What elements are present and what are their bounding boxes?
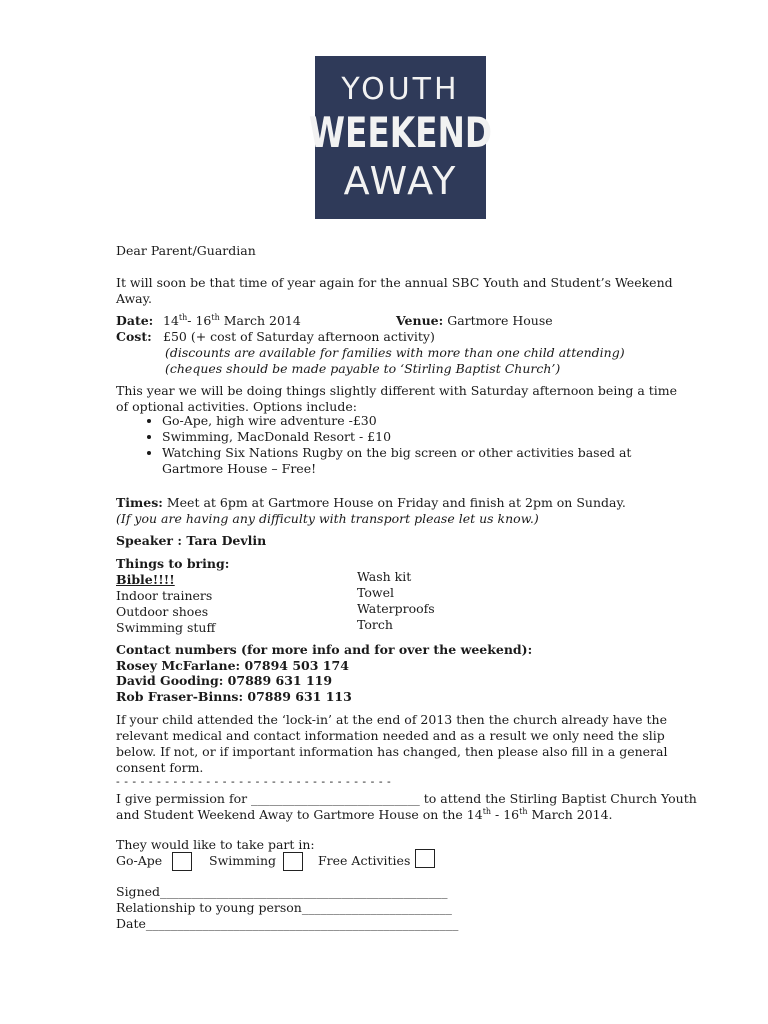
- cost-note-discounts: (discounts are available for families with more than one child attending): [165, 345, 625, 360]
- contact-heading: Contact numbers (for more info and for over the weekend):: [116, 642, 533, 657]
- bring-heading: Things to bring:: [116, 556, 230, 571]
- contact-rosey: Rosey McFarlane: 07894 503 174: [116, 658, 349, 673]
- contact-rob: Rob Fraser-Binns: 07889 631 113: [116, 689, 352, 704]
- date-value: 14th- 16th March 2014: [163, 312, 301, 328]
- contact-david: David Gooding: 07889 631 119: [116, 673, 333, 688]
- bring-item-waterproofs: Waterproofs: [357, 601, 435, 616]
- option-go-ape: • Go-Ape, high wire adventure -£30: [162, 413, 662, 429]
- lockin-line-2: relevant medical and contact information needed and as a result we only need the slip: [116, 728, 665, 743]
- venue-value: Gartmore House: [443, 313, 553, 328]
- relationship-field[interactable]: Relationship to young person________________________: [116, 900, 452, 915]
- bring-item-towel: Towel: [357, 585, 394, 600]
- venue: [396, 313, 553, 329]
- choice-swimming-label: Swimming: [209, 853, 277, 868]
- venue-label: Venue:: [396, 313, 444, 328]
- times-label: Times:: [116, 495, 163, 510]
- times-value: Meet at 6pm at Gartmore House on Friday and finish at 2pm on Sunday.: [162, 495, 626, 510]
- cut-line: - - - - - - - - - - - - - - - - - - - - - - - - - - - - - - - - - -: [116, 775, 392, 788]
- choice-free-activities-label: Free Activities: [318, 853, 411, 868]
- cost-note-cheques: (cheques should be made payable to ‘Stirling Baptist Church’): [165, 361, 561, 376]
- signed-field[interactable]: Signed______________________________________________: [116, 884, 448, 899]
- options-intro-line-2: of optional activities. Options include:: [116, 399, 357, 414]
- cost-label: Cost:: [116, 329, 152, 344]
- lockin-line-1: If your child attended the ‘lock-in’ at the end of 2013 then the church already have the: [116, 712, 667, 727]
- speaker: Speaker : Tara Devlin: [116, 533, 267, 548]
- bring-item-torch: Torch: [357, 617, 393, 632]
- bring-item-bible: Bible!!!!: [116, 572, 175, 587]
- bring-item-outdoor-shoes: Outdoor shoes: [116, 604, 209, 619]
- date-label: Date:: [116, 313, 154, 328]
- intro-line-1: It will soon be that time of year again for the annual SBC Youth and Student’s Weekend: [116, 275, 673, 290]
- bring-item-wash-kit: Wash kit: [357, 569, 412, 584]
- logo-line-weekend: WEEKEND: [308, 107, 493, 157]
- date-field[interactable]: Date__________________________________________________: [116, 916, 459, 931]
- swimming-checkbox[interactable]: [283, 852, 303, 871]
- bring-item-swimming-stuff: Swimming stuff: [116, 620, 216, 635]
- permission-line-1: I give permission for ___________________________ to attend the Stirling Baptist Church Youth: [116, 791, 697, 806]
- choice-go-ape-label: Go-Ape: [116, 853, 163, 868]
- logo-line-away: AWAY: [343, 158, 458, 203]
- options-intro-line-1: This year we will be doing things slightly different with Saturday afternoon being a time: [116, 383, 678, 398]
- lockin-line-3: below. If not, or if important information has changed, then please also fill in a general: [116, 744, 668, 759]
- take-part-heading: They would like to take part in:: [116, 837, 315, 852]
- option-rugby: • Watching Six Nations Rugby on the big screen or other activities based at Gartmore House – Free!: [162, 445, 662, 477]
- free-activities-checkbox[interactable]: [415, 849, 435, 868]
- go-ape-checkbox[interactable]: [172, 852, 192, 871]
- option-swimming: • Swimming, MacDonald Resort - £10: [162, 429, 662, 445]
- bring-item-indoor-trainers: Indoor trainers: [116, 588, 213, 603]
- options-list: [116, 413, 662, 477]
- cost-value: £50 (+ cost of Saturday afternoon activity): [163, 329, 435, 344]
- logo-line-youth: YOUTH: [341, 71, 460, 107]
- date-row: [116, 313, 153, 329]
- permission-line-2: and Student Weekend Away to Gartmore House on the 14th - 16th March 2014.: [116, 806, 613, 822]
- times-row: [116, 495, 626, 511]
- greeting: Dear Parent/Guardian: [116, 243, 256, 258]
- transport-note: (If you are having any difficulty with transport please let us know.): [116, 511, 539, 526]
- intro-line-2: Away.: [116, 291, 152, 306]
- lockin-line-4: consent form.: [116, 760, 204, 775]
- youth-weekend-away-logo: [308, 56, 493, 219]
